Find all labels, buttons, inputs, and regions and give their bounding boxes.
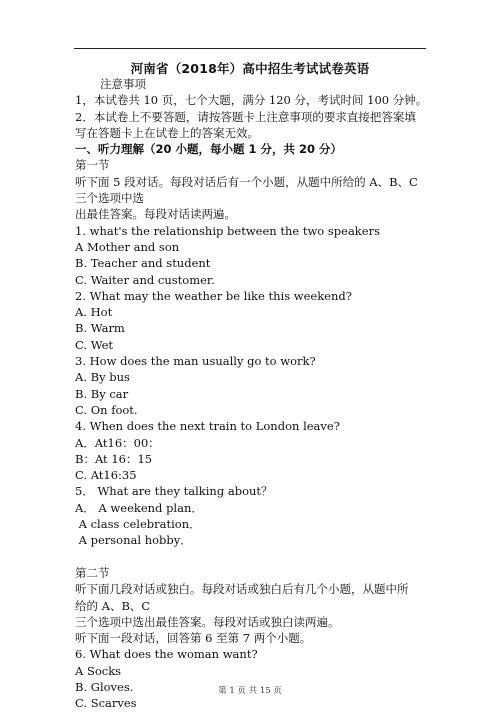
spacer <box>75 549 435 565</box>
exam-title: 河南省（2018年）高中招生考试试卷英语 <box>130 61 370 76</box>
section1-instruction: 听下面 5 段对话。每段对话后有一个小题，从题中所给的 A、B、C <box>75 174 418 189</box>
header-rule <box>74 48 426 49</box>
question-6: 6. What does the woman want? <box>75 647 258 662</box>
section1-instruction: 出最佳答案。每段对话读两遍。 <box>75 207 236 222</box>
option: B. Gloves. <box>75 679 134 694</box>
option: A. By bus <box>75 370 130 385</box>
section2-instruction: 听下面一段对话，回答第 6 至第 7 两个小题。 <box>75 631 312 646</box>
notice-title: 注意事项 <box>100 77 146 91</box>
option: A．At16：00： <box>75 435 160 450</box>
option: B：At 16：15 <box>75 451 153 466</box>
option: B. Teacher and student <box>75 256 211 271</box>
exam-content <box>75 76 435 712</box>
question-5: 5． What are they talking about？ <box>75 484 273 499</box>
option: A． A weekend plan． <box>75 500 203 515</box>
section1-label: 第一节 <box>75 158 110 173</box>
notice-line: 2．本试卷上不要答题，请按答题卡上注意事项的要求直接把答案填 <box>75 109 416 124</box>
section1-instruction: 三个选项中选 <box>75 191 144 206</box>
question-2: 2. What may the weather be like this weekend? <box>75 288 352 303</box>
page-footer: 第 1 页 共 15 页 <box>218 686 282 696</box>
section2-instruction: 给的 A、B、C <box>75 598 151 613</box>
option: A. Hot <box>75 305 113 320</box>
option: A Socks <box>75 663 122 678</box>
section2-instruction: 三个选项中选出最佳答案。每段对话或独白读两遍。 <box>75 614 340 629</box>
question-3: 3. How does the man usually go to work? <box>75 354 316 369</box>
question-1: 1. what's the relationship between the two speakers <box>75 223 380 238</box>
option: C. At16:35 <box>75 468 137 483</box>
option: A personal hobby． <box>75 533 192 548</box>
question-4: 4. When does the next train to London leave? <box>75 419 340 434</box>
notice-line: 1，本试卷共 10 页，七个大题，满分 120 分，考试时间 100 分钟。 <box>75 93 428 108</box>
option: C. Scarves <box>75 696 137 711</box>
notice-line: 写在答题卡上在试卷上的答案无效。 <box>75 125 259 140</box>
section2-instruction: 听下面几段对话或独白。每段对话或独白后有几个小题，从题中所 <box>75 582 409 597</box>
option: C. On foot. <box>75 402 138 417</box>
option: B. By car <box>75 386 129 401</box>
option: C. Wet <box>75 337 114 352</box>
option: B. Warm <box>75 321 125 336</box>
section2-label: 第二节 <box>75 565 110 580</box>
option: C. Waiter and customer. <box>75 272 215 287</box>
option: A Mother and son <box>75 239 180 254</box>
part1-heading: 一、听力理解（20 小题，每小题 1 分，共 20 分） <box>75 142 343 157</box>
option: A class celebration． <box>75 517 201 532</box>
